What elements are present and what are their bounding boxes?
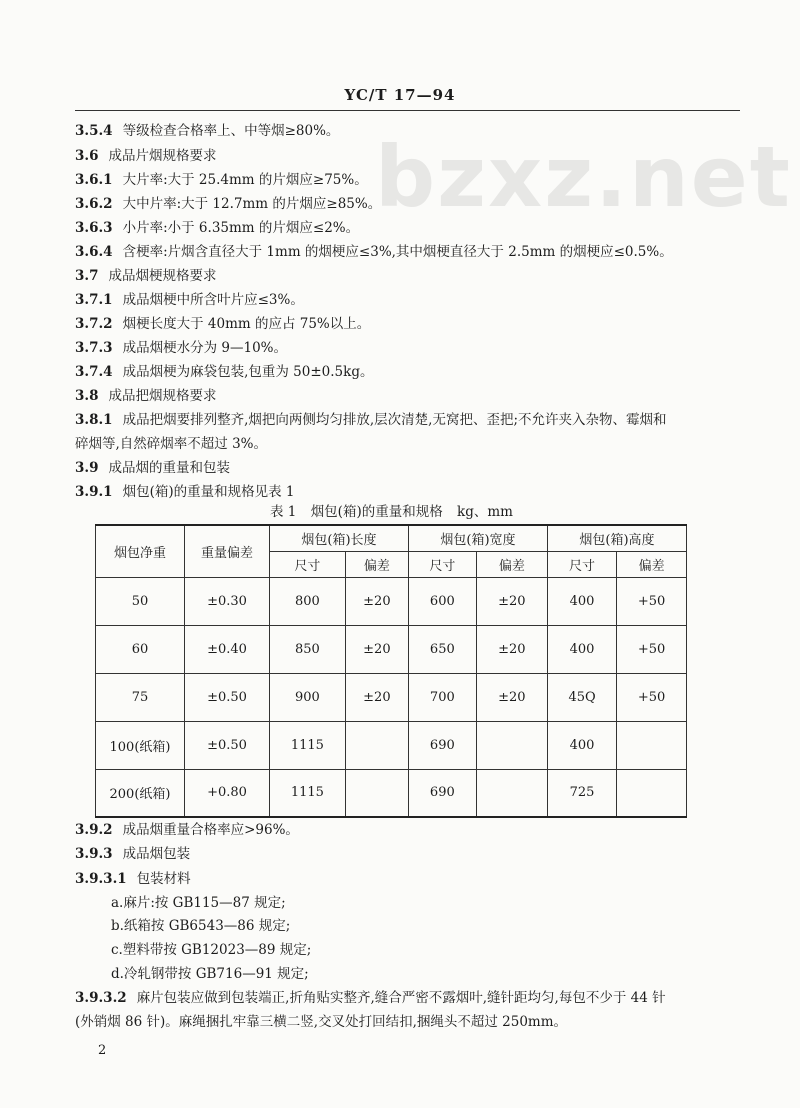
- header-length: 烟包(箱)长度: [270, 525, 409, 551]
- clause-text: 麻片包装应做到包装端正,折角贴实整齐,缝合严密不露烟叶,缝针距均匀,每包不少于 44 针: [136, 990, 666, 1006]
- clause-3-9-2: [75, 821, 299, 839]
- table-row: [96, 721, 687, 769]
- clause-3-6-3: [75, 219, 359, 237]
- subheader-size: 尺寸: [408, 551, 476, 577]
- cell-weight-deviation: ±0.50: [185, 673, 270, 721]
- clause-number: 3.7.1: [75, 292, 113, 308]
- clause-number: 3.5.4: [75, 123, 113, 139]
- cell-height-deviation: +50: [617, 673, 687, 721]
- cell-length-deviation: ±20: [345, 625, 408, 673]
- section-3-8: [75, 387, 217, 405]
- clause-text: 成品烟重量合格率应>96%。: [122, 822, 299, 838]
- clause-3-7-2: [75, 315, 370, 333]
- cell-width: 690: [408, 721, 476, 769]
- subheader-deviation: 偏差: [476, 551, 547, 577]
- clause-number: 3.6: [75, 148, 99, 164]
- clause-text: 成品烟梗水分为 9—10%。: [122, 340, 287, 356]
- clause-3-8-1-continued: 碎烟等,自然碎烟率不超过 3%。: [75, 436, 267, 452]
- clause-number: 3.7.3: [75, 340, 113, 356]
- cell-width: 600: [408, 577, 476, 625]
- clause-text: 大片率:大于 25.4mm 的片烟应≥75%。: [122, 172, 368, 188]
- clause-number: 3.6.3: [75, 220, 113, 236]
- table-caption-title: 烟包(箱)的重量和规格: [310, 504, 443, 520]
- subheader-size: 尺寸: [270, 551, 346, 577]
- header-rule: [75, 110, 740, 111]
- clause-text: 成品烟梗中所含叶片应≤3%。: [122, 292, 304, 308]
- clause-3-9-1: [75, 483, 295, 501]
- clause-3-8-1: [75, 411, 667, 429]
- clause-text: 包装材料: [136, 871, 191, 887]
- cell-length: 900: [270, 673, 346, 721]
- cell-net-weight: 50: [96, 577, 185, 625]
- cell-net-weight: 100(纸箱): [96, 721, 185, 769]
- header-weight-deviation: 重量偏差: [185, 525, 270, 577]
- cell-weight-deviation: ±0.40: [185, 625, 270, 673]
- cell-length-deviation: [345, 721, 408, 769]
- clause-3-7-4: [75, 363, 373, 381]
- clause-text: 成品烟梗规格要求: [108, 268, 217, 284]
- spec-table: [95, 524, 687, 818]
- cell-height: 400: [547, 577, 616, 625]
- clause-number: 3.6.1: [75, 172, 113, 188]
- clause-text: 含梗率:片烟含直径大于 1mm 的烟梗应≤3%,其中烟梗直径大于 2.5mm 的烟梗应≤0.5%。: [122, 244, 673, 260]
- clause-text: 烟包(箱)的重量和规格见表 1: [122, 484, 295, 500]
- section-3-9: [75, 459, 230, 477]
- table-caption-label: 表 1: [270, 504, 297, 520]
- cell-height: 45Q: [547, 673, 616, 721]
- clause-3-6-4: [75, 243, 673, 261]
- clause-text: 成品烟的重量和包装: [108, 460, 230, 476]
- clause-3-7-3: [75, 339, 287, 357]
- watermark: bzxz.net: [375, 128, 792, 226]
- clause-text: 等级检查合格率上、中等烟≥80%。: [122, 123, 340, 139]
- cell-weight-deviation: +0.80: [185, 769, 270, 817]
- table-row: [96, 577, 687, 625]
- cell-height: 400: [547, 625, 616, 673]
- cell-width: 650: [408, 625, 476, 673]
- cell-length-deviation: ±20: [345, 577, 408, 625]
- cell-net-weight: 75: [96, 673, 185, 721]
- table-row: [96, 769, 687, 817]
- section-3-6: [75, 147, 217, 165]
- cell-width-deviation: [476, 769, 547, 817]
- clause-text: 成品把烟规格要求: [108, 388, 217, 404]
- clause-text: 成品烟包装: [122, 846, 191, 862]
- clause-text: 小片率:小于 6.35mm 的片烟应≤2%。: [122, 220, 360, 236]
- clause-number: 3.9.3.2: [75, 990, 127, 1006]
- cell-weight-deviation: ±0.50: [185, 721, 270, 769]
- clause-3-9-3-1: [75, 870, 191, 888]
- header-height: 烟包(箱)高度: [547, 525, 686, 551]
- clause-number: 3.7: [75, 268, 99, 284]
- clause-number: 3.9.3: [75, 846, 113, 862]
- list-item-c: c.塑料带按 GB12023—89 规定;: [111, 942, 312, 958]
- subheader-deviation: 偏差: [617, 551, 687, 577]
- cell-weight-deviation: ±0.30: [185, 577, 270, 625]
- clause-number: 3.6.2: [75, 196, 113, 212]
- clause-3-9-3: [75, 845, 190, 863]
- clause-text: 成品烟梗为麻袋包装,包重为 50±0.5kg。: [122, 364, 374, 380]
- clause-3-5-4: [75, 122, 339, 140]
- clause-text: 成品把烟要排列整齐,烟把向两侧均匀排放,层次清楚,无窝把、歪把;不允许夹入杂物、霉烟和: [122, 412, 667, 428]
- document-header: YC/T 17—94: [344, 86, 456, 104]
- cell-width-deviation: ±20: [476, 625, 547, 673]
- header-net-weight: 烟包净重: [96, 525, 185, 577]
- cell-width-deviation: [476, 721, 547, 769]
- page-number: 2: [98, 1043, 107, 1058]
- cell-length: 800: [270, 577, 346, 625]
- clause-number: 3.8: [75, 388, 99, 404]
- cell-height-deviation: [617, 769, 687, 817]
- cell-net-weight: 60: [96, 625, 185, 673]
- cell-length: 1115: [270, 721, 346, 769]
- header-width: 烟包(箱)宽度: [408, 525, 547, 551]
- table-row: [96, 625, 687, 673]
- subheader-deviation: 偏差: [345, 551, 408, 577]
- clause-3-6-1: [75, 171, 368, 189]
- clause-3-7-1: [75, 291, 304, 309]
- cell-length: 1115: [270, 769, 346, 817]
- cell-net-weight: 200(纸箱): [96, 769, 185, 817]
- clause-text: 成品片烟规格要求: [108, 148, 217, 164]
- clause-number: 3.7.4: [75, 364, 113, 380]
- list-item-a: a.麻片:按 GB115—87 规定;: [111, 895, 286, 911]
- clause-number: 3.7.2: [75, 316, 113, 332]
- clause-number: 3.9: [75, 460, 99, 476]
- section-3-7: [75, 267, 217, 285]
- cell-height: 400: [547, 721, 616, 769]
- cell-length-deviation: ±20: [345, 673, 408, 721]
- table-caption-unit: kg、mm: [457, 504, 513, 520]
- clause-text: 烟梗长度大于 40mm 的应占 75%以上。: [122, 316, 371, 332]
- clause-number: 3.9.2: [75, 822, 113, 838]
- cell-width-deviation: ±20: [476, 673, 547, 721]
- clause-text: 大中片率:大于 12.7mm 的片烟应≥85%。: [122, 196, 382, 212]
- cell-width: 690: [408, 769, 476, 817]
- list-item-b: b.纸箱按 GB6543—86 规定;: [111, 918, 291, 934]
- clause-3-6-2: [75, 195, 381, 213]
- subheader-size: 尺寸: [547, 551, 616, 577]
- table-row: [96, 673, 687, 721]
- clause-number: 3.8.1: [75, 412, 113, 428]
- list-item-d: d.冷轧钢带按 GB716—91 规定;: [111, 966, 309, 982]
- clause-number: 3.9.1: [75, 484, 113, 500]
- cell-height-deviation: [617, 721, 687, 769]
- cell-height: 725: [547, 769, 616, 817]
- table-header-row: [96, 525, 687, 551]
- clause-number: 3.6.4: [75, 244, 113, 260]
- cell-length-deviation: [345, 769, 408, 817]
- clause-3-9-3-2: [75, 989, 666, 1007]
- clause-number: 3.9.3.1: [75, 871, 127, 887]
- table-caption: [270, 500, 523, 520]
- cell-length: 850: [270, 625, 346, 673]
- clause-3-9-3-2-continued: (外销烟 86 针)。麻绳捆扎牢靠三横二竖,交叉处打回结扣,捆绳头不超过 250mm。: [75, 1014, 568, 1030]
- cell-width-deviation: ±20: [476, 577, 547, 625]
- cell-height-deviation: +50: [617, 577, 687, 625]
- cell-height-deviation: +50: [617, 625, 687, 673]
- cell-width: 700: [408, 673, 476, 721]
